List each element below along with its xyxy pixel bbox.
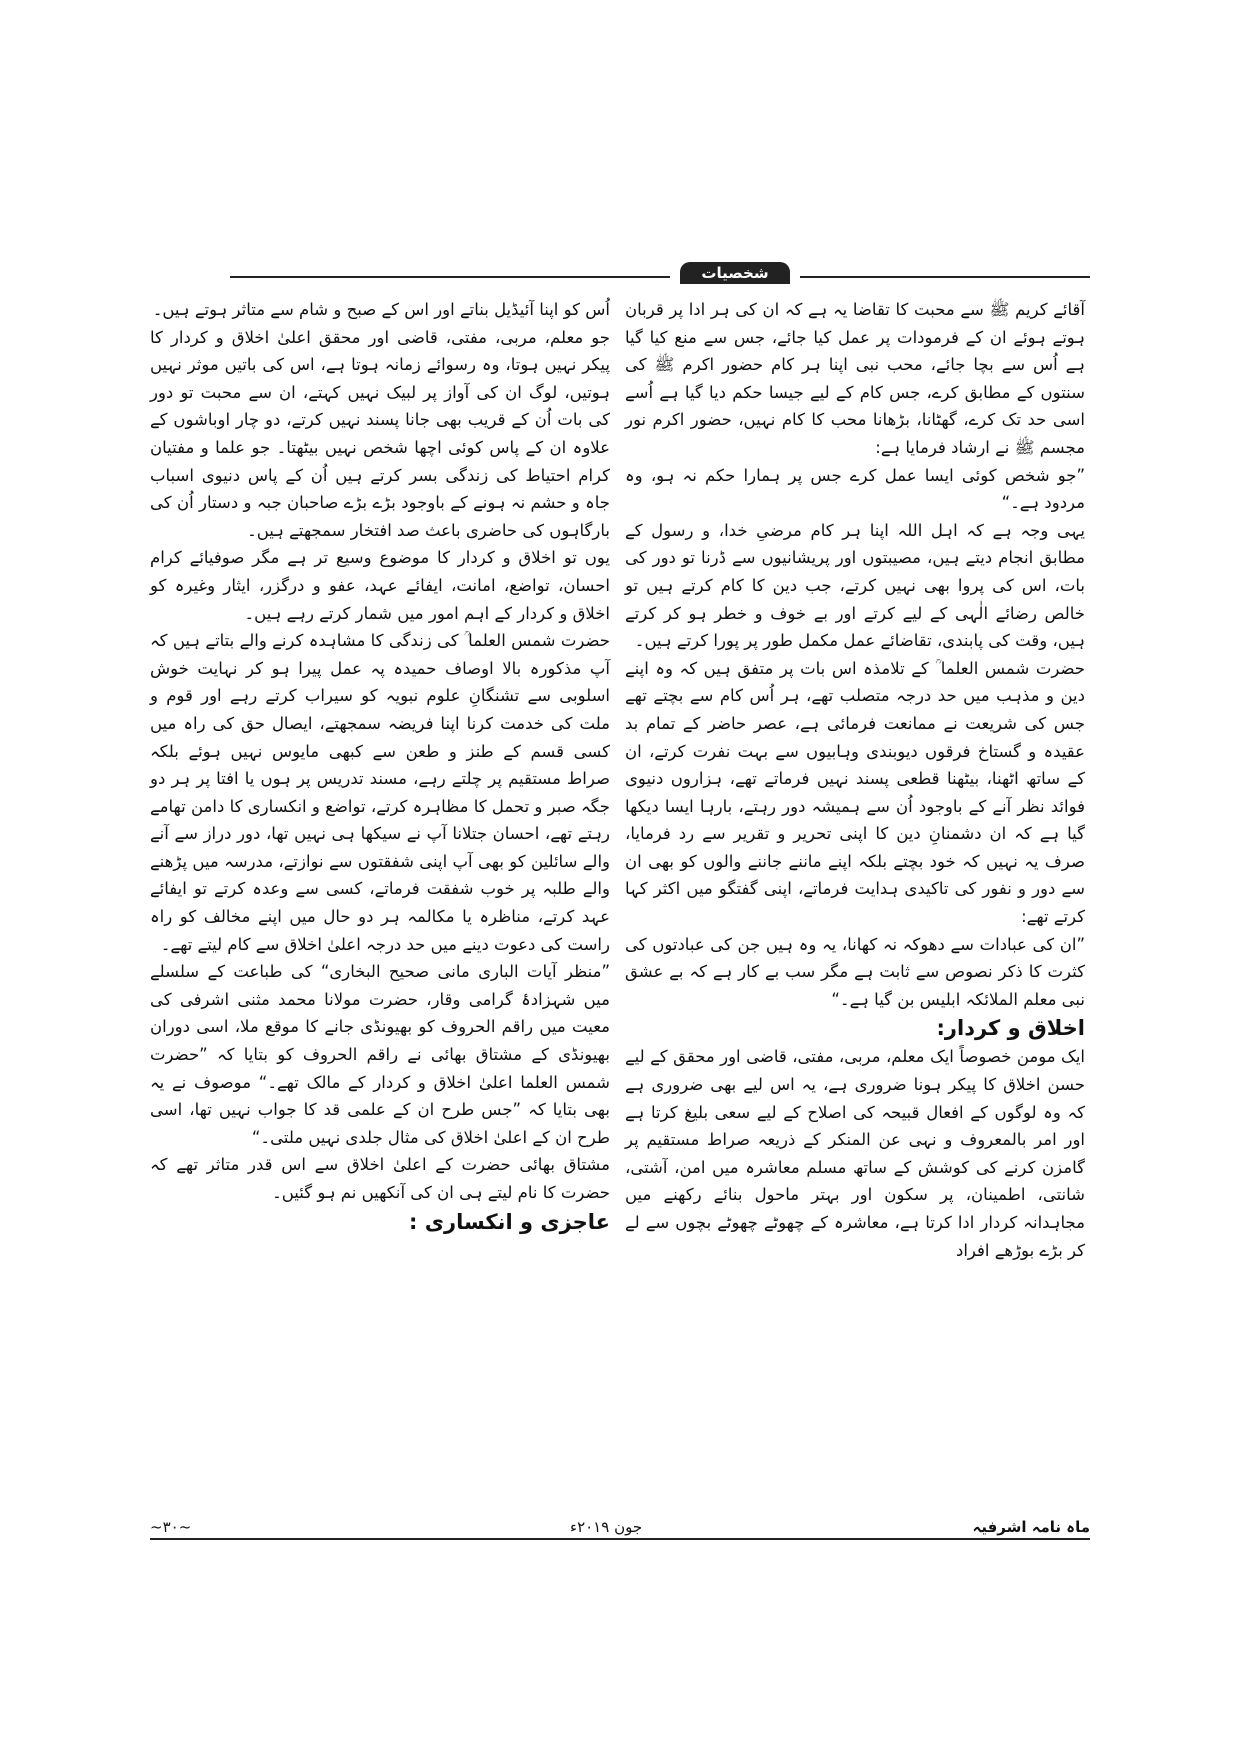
paragraph: حضرت شمس العلما ؒ کی زندگی کا مشاہدہ کرنے والے بتاتے ہیں کہ آپ مذکورہ بالا اوصاف حمیدہ پہ عمل پیرا ہو کر نہایت خوش اسلوبی سے تشنگانِ علوم نبویہ کو سیراب کرتے رہے اور قوم و ملت کی خدمت کرنا اپنا فریضہ سمجھتے، ایصال حق کی راہ میں کسی قسم کے طنز و طعن سے کبھی مایوس نہیں ہوئے بلکہ صراط مستقیم پر چلتے رہے، مسند تدریس پر ہوں یا افتا پر ہر دو جگہ صبر و تحمل کا مظاہرہ کرتے، تواضع و انکساری کا دامن تھامے رہتے تھے، احسان جتلانا آپ نے سیکھا ہی نہیں تھا، دور دراز سے آنے والے سائلین کو بھی آپ اپنی شفقتوں سے نوازتے، مدرسہ میں پڑھنے والے طلبہ پر خوب شفقت فرماتے، کسی سے وعدہ کرتے تو ایفائے عہد کرتے، مناظرہ یا مکالمہ ہر دو حال میں اپنے مخالف کو راہ راست کی دعوت دینے میں حد درجہ اعلیٰ اخلاق سے کام لیتے تھے۔ xyxy=(150,631,610,954)
paragraph: یوں تو اخلاق و کردار کا موضوع وسیع تر ہے مگر صوفیائے کرام احسان، تواضع، امانت، ایفائے عہد، عفو و درگزر، ایثار وغیرہ کو اخلاق و کردار کے اہم امور میں شمار کرتے رہے ہیں۔ xyxy=(150,548,610,623)
section-title: شخصیات xyxy=(680,262,790,284)
page-footer xyxy=(150,1518,1090,1548)
section-header xyxy=(150,262,1090,286)
paragraph: آقائے کریم ﷺ سے محبت کا تقاضا یہ ہے کہ ان کی ہر ادا پر قربان ہوتے ہوئے ان کے فرمودات پر عمل کیا جائے، جس سے منع کیا گیا ہے اُس سے بچا جائے، محب نبی اپنا ہر کام حضور اکرم ﷺ کی سنتوں کے مطابق کرے، جس کام کے لیے جیسا حکم دیا گیا ہے اُسے اسی حد تک کرے، گھٹانا، بڑھانا محب کا کام نہیں، حضور اکرم نور مجسم ﷺ نے ارشاد فرمایا ہے: xyxy=(625,300,1085,457)
magazine-name: ماہ نامہ اشرفیہ xyxy=(972,1518,1090,1536)
paragraph: ”ان کی عبادات سے دھوکہ نہ کھانا، یہ وہ ہیں جن کی عبادتوں کی کثرت کا ذکر نصوص سے ثابت ہے مگر سب بے کار ہے کہ بے عشق نبی معلم الملائکہ ابلیس بن گیا ہے۔“ xyxy=(625,934,1085,1009)
paragraph: جو معلم، مربی، مفتی، قاضی اور محقق اعلیٰ اخلاق و کردار کا پیکر نہیں ہوتا، وہ رسوائے زمانہ ہوتا ہے، اس کی باتیں موثر نہیں ہوتیں، لوگ ان کی آواز پر لبیک نہیں کہتے، ان سے محبت تو دور کی بات اُن کے قریب بھی جانا پسند نہیں کرتے، دو چار اوباشوں کے علاوہ ان کے پاس کوئی اچھا شخص نہیں بیٹھتا۔ جو علما و مفتیان کرام احتیاط کی زندگی بسر کرتے ہیں اُن کے پاس دنیوی اسباب جاہ و حشم نہ ہونے کے باوجود بڑے بڑے صاحبان جبہ و دستار اُن کی بارگاہوں کی حاضری باعث صد افتخار سمجھتے ہیں۔ xyxy=(150,327,610,540)
section-heading: عاجزی و انکساری : xyxy=(409,1209,610,1234)
header-rule-right xyxy=(800,276,1090,278)
section-heading: اخلاق و کردار: xyxy=(936,1016,1085,1041)
right-column xyxy=(625,296,1085,1264)
paragraph: اُس کو اپنا آئیڈیل بناتے اور اس کے صبح و شام سے متاثر ہوتے ہیں۔ xyxy=(152,300,610,319)
paragraph: ایک مومن خصوصاً ایک معلم، مربی، مفتی، قاضی اور محقق کے لیے حسن اخلاق کا پیکر ہونا ضروری ہے، یہ اس لیے بھی ضروری ہے کہ وہ لوگوں کے افعال قبیحہ کی اصلاح کے لیے سعی بلیغ کرتا ہے اور امر بالمعروف و نہی عن المنکر کے ذریعہ صراط مستقیم پر گامزن کرنے کی کوشش کے ساتھ مسلم معاشرہ میں امن، آشتی، شانتی، اطمینان، پر سکون اور بہتر ماحول بنائے رکھنے میں مجاہدانہ کردار ادا کرتا ہے، معاشرہ کے چھوٹے چھوٹے بچوں سے لے کر بڑے بوڑھے افراد xyxy=(625,1047,1085,1260)
paragraph: حضرت شمس العلما ؒ کے تلامذہ اس بات پر متفق ہیں کہ وہ اپنے دین و مذہب میں حد درجہ متصلب تھے، ہر اُس کام سے بچتے تھے جس کی شریعت نے ممانعت فرمائی ہے، عصر حاضر کے تمام بد عقیدہ و گستاخ فرقوں دیوبندی وہابیوں سے بہت نفرت کرتے، ان کے ساتھ اٹھنا، بیٹھنا قطعی پسند نہیں فرماتے تھے، ہزاروں دنیوی فوائد نظر آنے کے باوجود اُن سے ہمیشہ دور رہتے، بارہا ایسا دیکھا گیا ہے کہ ان دشمنانِ دین کا اپنی تحریر و تقریر سے رد فرمایا، صرف یہ نہیں کہ خود بچتے بلکہ اپنے ماننے جاننے والوں کو بھی ان سے دور و نفور کی تاکیدی ہدایت فرماتے، اپنی گفتگو میں اکثر کہا کرتے تھے: xyxy=(625,658,1085,927)
paragraph: یہی وجہ ہے کہ اہل اللہ اپنا ہر کام مرضیِ خدا، و رسول کے مطابق انجام دیتے ہیں، مصیبتوں اور پریشانیوں سے ڈرنا تو دور کی بات، اس کی پروا بھی نہیں کرتے، جب دین کا کام کرتے ہیں تو خالص رضائے الٰہی کے لیے کرتے اور بے خوف و خطر ہو کر کرتے ہیں، وقت کی پابندی، تقاضائے عمل مکمل طور پر پورا کرتے ہیں۔ xyxy=(625,520,1085,651)
issue-date: جون ۲۰۱۹ء xyxy=(570,1518,643,1536)
paragraph: مشتاق بھائی حضرت کے اعلیٰ اخلاق سے اس قدر متاثر تھے کہ حضرت کا نام لیتے ہی ان کی آنکھیں نم ہو گئیں۔ xyxy=(150,1155,610,1202)
page-number: ~۳۰~ xyxy=(150,1518,192,1536)
left-column xyxy=(150,296,610,1237)
paragraph: ”جو شخص کوئی ایسا عمل کرے جس پر ہمارا حکم نہ ہو، وہ مردود ہے۔“ xyxy=(625,465,1085,513)
footer-rule xyxy=(150,1538,1090,1540)
paragraph: ”منظر آیات الباری مانی صحیح البخاری“ کی طباعت کے سلسلے میں شہزادۂ گرامی وقار، حضرت مولانا محمد مثنی اشرفی کی معیت میں راقم الحروف کو بھیونڈی جانے کا موقع ملا، اسی دوران بھیونڈی کے مشتاق بھائی نے راقم الحروف کو بتایا کہ ”حضرت شمس العلما اعلیٰ اخلاق و کردار کے مالک تھے۔“ موصوف نے یہ بھی بتایا کہ ”جس طرح ان کے علمی قد کا جواب نہیں تھا، اسی طرح ان کے اعلیٰ اخلاق کی مثال جلدی نہیں ملتی۔“ xyxy=(150,962,610,1147)
header-rule-left xyxy=(230,276,670,278)
